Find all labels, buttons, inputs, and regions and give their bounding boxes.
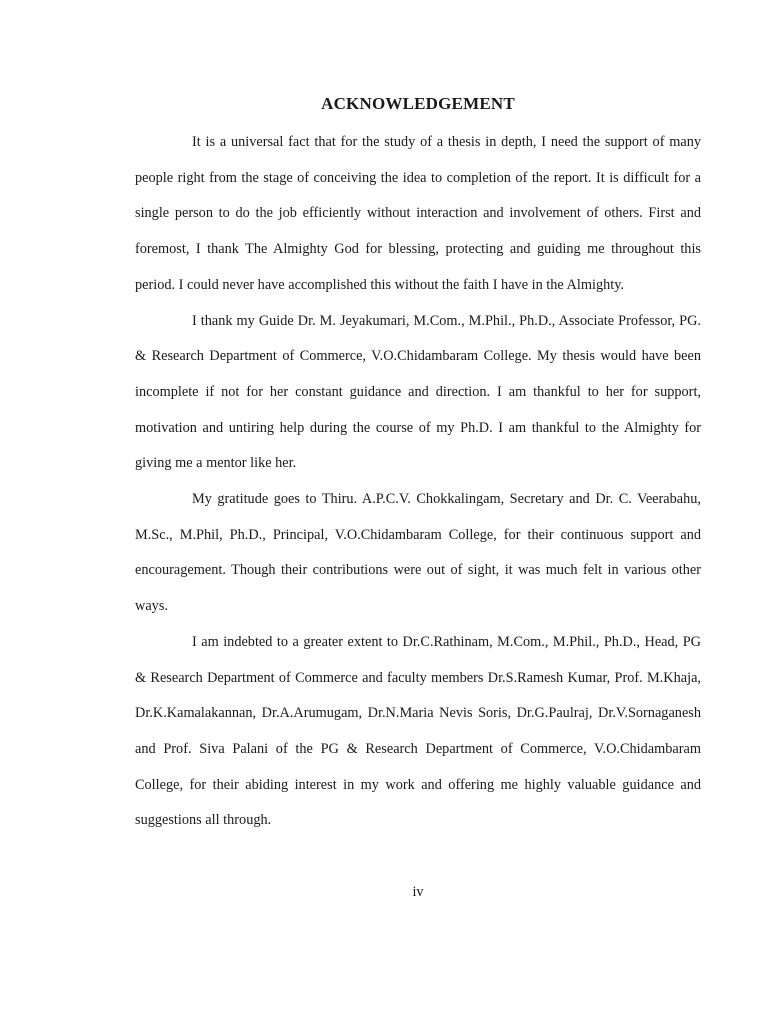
page-number: iv — [412, 884, 424, 900]
acknowledgement-body — [135, 125, 701, 839]
paragraph-1: It is a universal fact that for the study of a thesis in depth, I need the support of many people right from the stage of conceiving the idea to completion of the report. It is difficult for a single person to do the job efficiently without interaction and involvement of others. First and foremost, I thank The Almighty God for blessing, protecting and guiding me throughout this period. I could never have accomplished this without the faith I have in the Almighty. — [135, 134, 701, 293]
page-title: ACKNOWLEDGEMENT — [321, 94, 515, 113]
paragraph-4: I am indebted to a greater extent to Dr.C.Rathinam, M.Com., M.Phil., Ph.D., Head, PG & Research Department of Commerce and faculty members Dr.S.Ramesh Kumar, Prof. M.Khaja, Dr.K.Kamalakannan, Dr.A.Arumugam, Dr.N.Maria Nevis Soris, Dr.G.Paulraj, Dr.V.Sornaganesh and Prof. Siva Palani of the PG & Research Department of Commerce, V.O.Chidambaram College, for their abiding interest in my work and offering me highly valuable guidance and suggestions all through. — [135, 633, 701, 829]
paragraph-2: I thank my Guide Dr. M. Jeyakumari, M.Com., M.Phil., Ph.D., Associate Professor, PG. & Research Department of Commerce, V.O.Chidambaram College. My thesis would have been incomplete if not for her constant guidance and direction. I am thankful to her for support, motivation and untiring help during the course of my Ph.D. I am thankful to the Almighty for giving me a mentor like her. — [135, 312, 701, 472]
paragraph-3: My gratitude goes to Thiru. A.P.C.V. Chokkalingam, Secretary and Dr. C. Veerabahu, M.Sc., M.Phil, Ph.D., Principal, V.O.Chidambaram College, for their continuous support and encouragement. Though their contributions were out of sight, it was much felt in various other ways. — [135, 491, 701, 615]
